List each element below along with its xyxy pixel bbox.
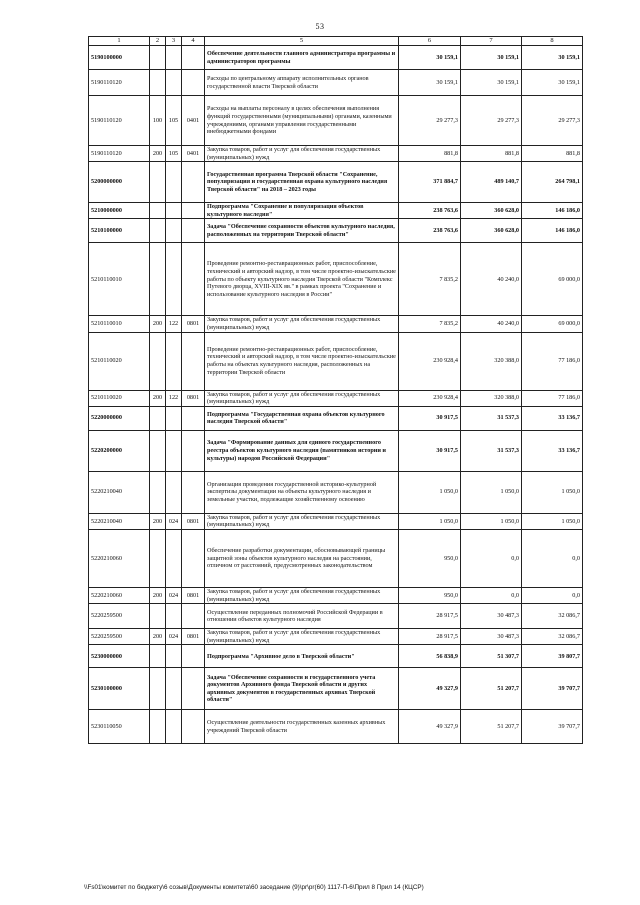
amount-year3-cell: 1 050,0 — [522, 471, 583, 513]
description-cell: Осуществление деятельности государственных казенных архивных учреждений Тверской области — [205, 710, 399, 744]
group-cell — [150, 430, 166, 471]
amount-year3-cell: 146 186,0 — [522, 203, 583, 219]
description-cell: Закупка товаров, работ и услуг для обеспечения государственных (муниципальных) нужд — [205, 513, 399, 529]
table-row — [89, 162, 583, 203]
subsection-cell — [182, 219, 205, 243]
amount-year1-cell: 28 917,5 — [399, 629, 461, 645]
description-cell: Задача "Обеспечение сохранности объектов культурного наследия, расположенных на территории Тверской области" — [205, 219, 399, 243]
group-cell — [150, 203, 166, 219]
table-row — [89, 529, 583, 587]
amount-year2-cell: 0,0 — [461, 529, 522, 587]
code-cell: 5190110120 — [89, 146, 150, 162]
subsection-cell — [182, 645, 205, 668]
table-row — [89, 710, 583, 744]
section-cell — [166, 645, 182, 668]
amount-year1-cell: 230 928,4 — [399, 390, 461, 406]
group-cell: 200 — [150, 146, 166, 162]
description-cell: Расходы на выплаты персоналу в целях обеспечения выполнения функций государственными (муниципальными) органами, казенными учреждениями, органами управления государственными внебюджетными фондами — [205, 96, 399, 146]
amount-year3-cell: 30 159,1 — [522, 46, 583, 70]
header-cell: 3 — [166, 37, 182, 46]
amount-year1-cell: 49 327,9 — [399, 710, 461, 744]
code-cell: 5190100000 — [89, 46, 150, 70]
table-row — [89, 70, 583, 96]
code-cell: 5190110120 — [89, 70, 150, 96]
amount-year1-cell: 30 917,5 — [399, 406, 461, 430]
section-cell: 024 — [166, 629, 182, 645]
description-cell: Закупка товаров, работ и услуг для обеспечения государственных (муниципальных) нужд — [205, 587, 399, 603]
subsection-cell: 0801 — [182, 629, 205, 645]
group-cell — [150, 219, 166, 243]
table-row — [89, 513, 583, 529]
amount-year2-cell: 31 537,3 — [461, 430, 522, 471]
amount-year2-cell: 320 388,0 — [461, 390, 522, 406]
group-cell — [150, 668, 166, 710]
subsection-cell — [182, 46, 205, 70]
group-cell: 100 — [150, 96, 166, 146]
header-cell: 5 — [205, 37, 399, 46]
header-cell: 4 — [182, 37, 205, 46]
table-row — [89, 645, 583, 668]
amount-year2-cell: 0,0 — [461, 587, 522, 603]
section-cell: 122 — [166, 316, 182, 332]
code-cell: 5230110050 — [89, 710, 150, 744]
group-cell — [150, 46, 166, 70]
amount-year2-cell: 31 537,3 — [461, 406, 522, 430]
amount-year2-cell: 489 140,7 — [461, 162, 522, 203]
section-cell — [166, 710, 182, 744]
header-cell: 2 — [150, 37, 166, 46]
amount-year1-cell: 30 917,5 — [399, 430, 461, 471]
subsection-cell: 0401 — [182, 96, 205, 146]
section-cell: 122 — [166, 390, 182, 406]
subsection-cell: 0801 — [182, 513, 205, 529]
table-row — [89, 203, 583, 219]
group-cell: 200 — [150, 587, 166, 603]
subsection-cell: 0801 — [182, 390, 205, 406]
amount-year1-cell: 881,8 — [399, 146, 461, 162]
amount-year1-cell: 7 835,2 — [399, 316, 461, 332]
file-path-footer: \\Fs01\комитет по бюджету\6 созыв\Документы комитета\60 заседание (9)\pr\pr(60) 1117-П-6\Прил 8 Прил 14 (КЦСР) — [84, 884, 424, 891]
amount-year1-cell: 371 884,7 — [399, 162, 461, 203]
group-cell — [150, 332, 166, 390]
description-cell: Проведение ремонтно-реставрационных работ, приспособление, технический и авторский надзор, в том числе проектно-изыскательские работы по объекту культурного наследия Тверской области "Комплекс Путевого дворца, XVIII-XIX вв." в рамках проекта "Сохранение и использование культурного наследия в России" — [205, 243, 399, 316]
description-cell: Задача "Обеспечение сохранности и государственного учета документов Архивного фонда Тверской области и других архивных документов в государственных архивах Тверской области" — [205, 668, 399, 710]
amount-year3-cell: 32 086,7 — [522, 604, 583, 629]
amount-year3-cell: 39 707,7 — [522, 710, 583, 744]
subsection-cell — [182, 710, 205, 744]
group-cell — [150, 645, 166, 668]
code-cell: 5230100000 — [89, 668, 150, 710]
description-cell: Обеспечение разработки документации, обосновывающей границы защитной зоны объектов культурного наследия на расстоянии, отличном от расстояний, предусмотренных законодательством — [205, 529, 399, 587]
description-cell: Подпрограмма "Архивное дело в Тверской области" — [205, 645, 399, 668]
section-cell — [166, 406, 182, 430]
table-row — [89, 46, 583, 70]
description-cell: Проведение ремонтно-реставрационных работ, приспособление, технический и авторский надзор, в том числе проектно-изыскательские работы на объектах культурного наследия, расположенных на территории Тверской области — [205, 332, 399, 390]
group-cell — [150, 604, 166, 629]
section-cell — [166, 203, 182, 219]
amount-year3-cell: 30 159,1 — [522, 70, 583, 96]
group-cell — [150, 70, 166, 96]
code-cell: 5210110020 — [89, 390, 150, 406]
code-cell: 5210000000 — [89, 203, 150, 219]
amount-year1-cell: 30 159,1 — [399, 70, 461, 96]
code-cell: 5220259500 — [89, 604, 150, 629]
section-cell — [166, 46, 182, 70]
amount-year1-cell: 49 327,9 — [399, 668, 461, 710]
table-row — [89, 604, 583, 629]
amount-year2-cell: 51 207,7 — [461, 710, 522, 744]
amount-year1-cell: 950,0 — [399, 587, 461, 603]
amount-year3-cell: 69 000,0 — [522, 316, 583, 332]
code-cell: 5230000000 — [89, 645, 150, 668]
code-cell: 5220210060 — [89, 587, 150, 603]
amount-year2-cell: 360 628,0 — [461, 203, 522, 219]
code-cell: 5220210040 — [89, 513, 150, 529]
group-cell — [150, 529, 166, 587]
amount-year2-cell: 1 050,0 — [461, 513, 522, 529]
amount-year3-cell: 264 798,1 — [522, 162, 583, 203]
table-header-row — [89, 37, 583, 46]
amount-year2-cell: 29 277,3 — [461, 96, 522, 146]
subsection-cell — [182, 70, 205, 96]
group-cell: 200 — [150, 316, 166, 332]
table-row — [89, 243, 583, 316]
table-row — [89, 316, 583, 332]
section-cell — [166, 668, 182, 710]
description-cell: Организация проведения государственной историко-культурной экспертизы документации на объекты культурного наследия и земельные участки, подлежащие хозяйственному освоению — [205, 471, 399, 513]
amount-year2-cell: 320 388,0 — [461, 332, 522, 390]
group-cell: 200 — [150, 390, 166, 406]
amount-year3-cell: 39 807,7 — [522, 645, 583, 668]
code-cell: 5220210040 — [89, 471, 150, 513]
section-cell — [166, 332, 182, 390]
subsection-cell: 0401 — [182, 146, 205, 162]
code-cell: 5220000000 — [89, 406, 150, 430]
amount-year1-cell: 950,0 — [399, 529, 461, 587]
table-row — [89, 668, 583, 710]
header-cell: 6 — [399, 37, 461, 46]
section-cell — [166, 604, 182, 629]
code-cell: 5220210060 — [89, 529, 150, 587]
amount-year2-cell: 360 628,0 — [461, 219, 522, 243]
amount-year2-cell: 40 240,0 — [461, 316, 522, 332]
amount-year3-cell: 77 186,0 — [522, 332, 583, 390]
group-cell — [150, 710, 166, 744]
group-cell — [150, 243, 166, 316]
group-cell — [150, 471, 166, 513]
description-cell: Закупка товаров, работ и услуг для обеспечения государственных (муниципальных) нужд — [205, 316, 399, 332]
table-row — [89, 430, 583, 471]
code-cell: 5210100000 — [89, 219, 150, 243]
section-cell — [166, 162, 182, 203]
amount-year2-cell: 30 487,3 — [461, 629, 522, 645]
table-row — [89, 332, 583, 390]
subsection-cell — [182, 430, 205, 471]
section-cell — [166, 529, 182, 587]
table-row — [89, 390, 583, 406]
amount-year2-cell: 30 487,3 — [461, 604, 522, 629]
amount-year2-cell: 1 050,0 — [461, 471, 522, 513]
description-cell: Закупка товаров, работ и услуг для обеспечения государственных (муниципальных) нужд — [205, 390, 399, 406]
table-row — [89, 96, 583, 146]
section-cell — [166, 243, 182, 316]
header-cell: 8 — [522, 37, 583, 46]
amount-year3-cell: 32 086,7 — [522, 629, 583, 645]
amount-year1-cell: 28 917,5 — [399, 604, 461, 629]
group-cell — [150, 406, 166, 430]
page-number: 53 — [315, 22, 325, 31]
amount-year3-cell: 69 000,0 — [522, 243, 583, 316]
amount-year3-cell: 0,0 — [522, 587, 583, 603]
section-cell: 105 — [166, 146, 182, 162]
header-cell: 7 — [461, 37, 522, 46]
amount-year1-cell: 56 838,9 — [399, 645, 461, 668]
amount-year1-cell: 30 159,1 — [399, 46, 461, 70]
amount-year2-cell: 30 159,1 — [461, 46, 522, 70]
code-cell: 5220259500 — [89, 629, 150, 645]
table-row — [89, 219, 583, 243]
section-cell — [166, 430, 182, 471]
amount-year2-cell: 51 207,7 — [461, 668, 522, 710]
code-cell: 5210110010 — [89, 243, 150, 316]
table-row — [89, 629, 583, 645]
subsection-cell — [182, 471, 205, 513]
description-cell: Государственная программа Тверской области "Сохранение, популяризация и государственная охрана культурного наследия Тверской области" на 2018 – 2023 годы — [205, 162, 399, 203]
amount-year3-cell: 1 050,0 — [522, 513, 583, 529]
subsection-cell — [182, 243, 205, 316]
table-row — [89, 587, 583, 603]
amount-year1-cell: 7 835,2 — [399, 243, 461, 316]
subsection-cell — [182, 604, 205, 629]
code-cell: 5220200000 — [89, 430, 150, 471]
amount-year2-cell: 51 307,7 — [461, 645, 522, 668]
description-cell: Подпрограмма "Государственная охрана объектов культурного наследия Тверской области" — [205, 406, 399, 430]
section-cell — [166, 70, 182, 96]
section-cell: 105 — [166, 96, 182, 146]
amount-year3-cell: 39 707,7 — [522, 668, 583, 710]
group-cell: 200 — [150, 513, 166, 529]
subsection-cell — [182, 668, 205, 710]
code-cell: 5210110020 — [89, 332, 150, 390]
subsection-cell — [182, 529, 205, 587]
description-cell: Обеспечение деятельности главного администратора программы и администраторов программы — [205, 46, 399, 70]
amount-year3-cell: 29 277,3 — [522, 96, 583, 146]
amount-year2-cell: 30 159,1 — [461, 70, 522, 96]
description-cell: Задача "Формирование данных для единого государственного реестра объектов культурного наследия (памятников истории и культуры) народов Российской Федерации" — [205, 430, 399, 471]
amount-year3-cell: 33 136,7 — [522, 406, 583, 430]
subsection-cell — [182, 162, 205, 203]
description-cell: Осуществление переданных полномочий Российской Федерации в отношении объектов культурного наследия — [205, 604, 399, 629]
amount-year2-cell: 881,8 — [461, 146, 522, 162]
description-cell: Подпрограмма "Сохранение и популяризация объектов культурного наследия" — [205, 203, 399, 219]
amount-year2-cell: 40 240,0 — [461, 243, 522, 316]
amount-year3-cell: 33 136,7 — [522, 430, 583, 471]
amount-year3-cell: 881,8 — [522, 146, 583, 162]
description-cell: Закупка товаров, работ и услуг для обеспечения государственных (муниципальных) нужд — [205, 629, 399, 645]
description-cell: Закупка товаров, работ и услуг для обеспечения государственных (муниципальных) нужд — [205, 146, 399, 162]
code-cell: 5200000000 — [89, 162, 150, 203]
section-cell: 024 — [166, 513, 182, 529]
description-cell: Расходы по центральному аппарату исполнительных органов государственной власти Тверской области — [205, 70, 399, 96]
amount-year1-cell: 230 928,4 — [399, 332, 461, 390]
section-cell: 024 — [166, 587, 182, 603]
amount-year1-cell: 1 050,0 — [399, 513, 461, 529]
budget-table — [88, 36, 583, 744]
header-cell: 1 — [89, 37, 150, 46]
section-cell — [166, 471, 182, 513]
subsection-cell — [182, 406, 205, 430]
amount-year1-cell: 238 763,6 — [399, 219, 461, 243]
subsection-cell — [182, 332, 205, 390]
subsection-cell: 0801 — [182, 587, 205, 603]
group-cell: 200 — [150, 629, 166, 645]
section-cell — [166, 219, 182, 243]
code-cell: 5210110010 — [89, 316, 150, 332]
table-row — [89, 471, 583, 513]
amount-year1-cell: 29 277,3 — [399, 96, 461, 146]
subsection-cell — [182, 203, 205, 219]
group-cell — [150, 162, 166, 203]
table-row — [89, 406, 583, 430]
amount-year1-cell: 238 763,6 — [399, 203, 461, 219]
code-cell: 5190110120 — [89, 96, 150, 146]
subsection-cell: 0801 — [182, 316, 205, 332]
amount-year1-cell: 1 050,0 — [399, 471, 461, 513]
amount-year3-cell: 77 186,0 — [522, 390, 583, 406]
table-row — [89, 146, 583, 162]
amount-year3-cell: 146 186,0 — [522, 219, 583, 243]
amount-year3-cell: 0,0 — [522, 529, 583, 587]
